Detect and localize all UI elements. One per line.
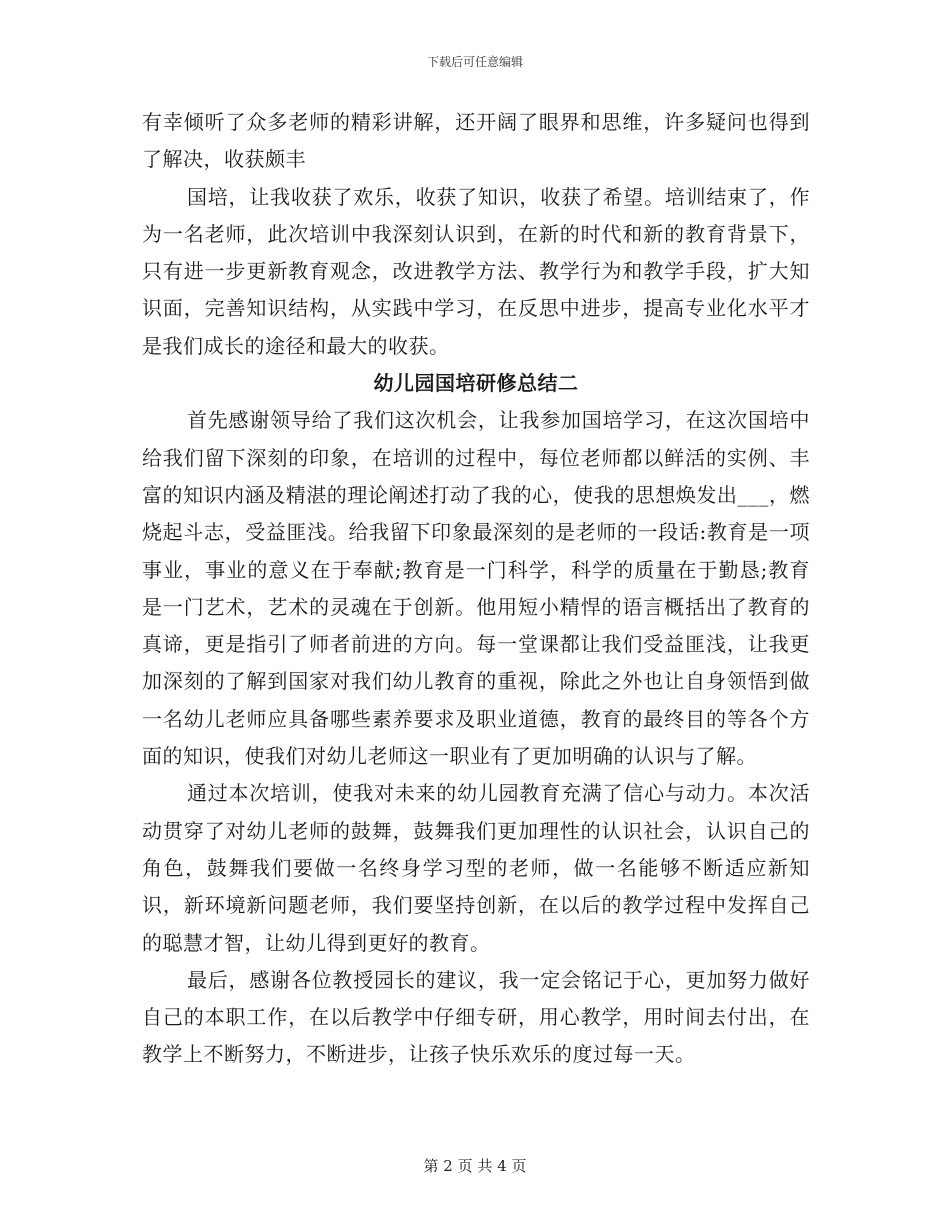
paragraph-guopei-summary: 国培，让我收获了欢乐，收获了知识，收获了希望。培训结束了，作为一名老师，此次培训中我深刻认识到，在新的时代和新的教育背景下，只有进一步更新教育观念，改进教学方法、教学行为和教学手段，扩大知识面，完善知识结构，从实践中学习，在反思中进步，提高专业化水平才是我们成长的途径和最大的收获。 <box>142 184 810 358</box>
paragraph-thanks: 首先感谢领导给了我们这次机会，让我参加国培学习，在这次国培中给我们留下深刻的印象，在培训的过程中，每位老师都以鲜活的实例、丰富的知识内涵及精湛的理论阐述打动了我的心，使我的思想焕发出___，燃烧起斗志，受益匪浅。给我留下印象最深刻的是老师的一段话:教育是一项事业，事业的意义在于奉献;教育是一门科学，科学的质量在于勤恳;教育是一门艺术，艺术的灵魂在于创新。他用短小精悍的语言概括出了教育的真谛，更是指引了师者前进的方向。每一堂课都让我们受益匪浅，让我更加深刻的了解到国家对我们幼儿教育的重视，除此之外也让自身领悟到做一名幼儿老师应具备哪些素养要求及职业道德，教育的最终目的等各个方面的知识，使我们对幼儿老师这一职业有了更加明确的认识与了解。 <box>142 408 810 769</box>
document-body <box>142 104 810 1074</box>
paragraph-closing: 最后，感谢各位教授园长的建议，我一定会铭记于心，更加努力做好自己的本职工作，在以后教学中仔细专研，用心教学，用时间去付出，在教学上不断努力，不断进步，让孩子快乐欢乐的度过每一天。 <box>142 967 810 1067</box>
paragraph-continuation: 有幸倾听了众多老师的精彩讲解，还开阔了眼界和思维，许多疑问也得到了解决，收获颇丰 <box>142 110 810 172</box>
page-number: 第 2 页 共 4 页 <box>423 1157 527 1175</box>
header-note: 下载后可任意编辑 <box>426 55 523 69</box>
paragraph-training-impact: 通过本次培训，使我对未来的幼儿园教育充满了信心与动力。本次活动贯穿了对幼儿老师的鼓舞，鼓舞我们更加理性的认识社会，认识自己的角色，鼓舞我们要做一名终身学习型的老师，做一名能够不断适应新知识，新环境新问题老师，我们要坚持创新，在以后的教学过程中发挥自己的聪慧才智，让幼儿得到更好的教育。 <box>142 781 810 955</box>
section-title: 幼儿园国培研修总结二 <box>373 371 579 396</box>
